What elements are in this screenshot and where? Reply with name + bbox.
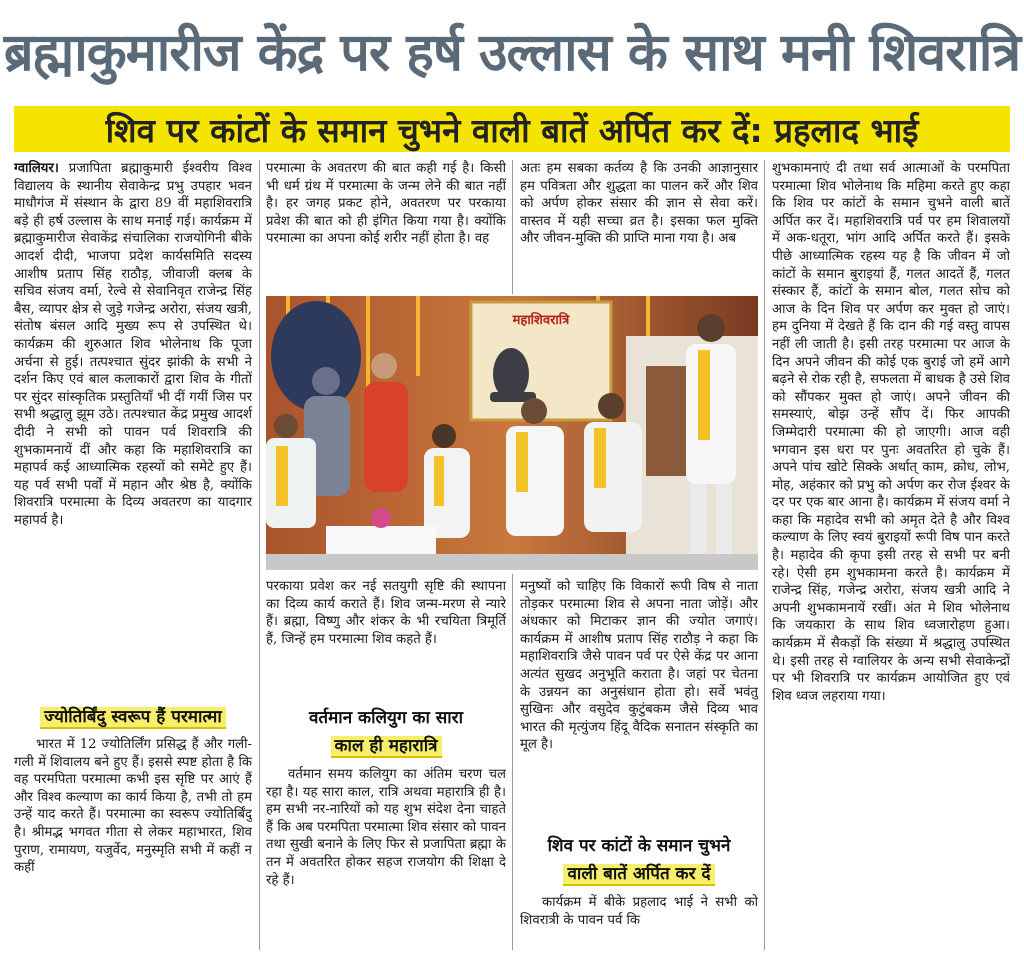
headline: ब्रह्माकुमारीज केंद्र पर हर्ष उल्लास के साथ मनी शिवरात्रि: [3, 22, 1021, 83]
column-4-text: [772, 160, 1010, 950]
event-photo: [266, 296, 758, 570]
column-3-bottom-text-2: [520, 894, 758, 948]
col1-paragraph-2: भारत में 12 ज्योतिर्लिंग प्रसिद्ध हैं और गली-गली में शिवालय बने हुए हैं। इससे स्पष्ट होता है कि वह परमपिता परमात्मा कभी इस सृष्टि पर आएं हैं और विश्व कल्याण का कार्य किया है, तभी तो हम उन्हें याद करते हैं। परमात्मा का स्वरूप ज्योतिर्बिंदु है। श्रीमद्भ भगवत गीता से लेकर महाभारत, शिव पुराण, रामायण, यजुर्वेद, मनुस्मृति सभी में कहीं न कहीं: [14, 737, 252, 876]
col2-top-paragraph: परमात्मा के अवतरण की बात कही गई है। किसी भी धर्म ग्रंथ में परमात्मा के जन्म लेने की बात नहीं है। हर जगह प्रकट होने, अवतरण पर परकाया प्रवेश की बात को ही इंगित किया गया है। क्योंकि परमात्मा का अपना कोई शरीर नहीं होता है। वह: [266, 161, 506, 247]
col3-subheading-line-2: वाली बातें अर्पित कर दें: [563, 864, 714, 886]
column-1-text: [14, 160, 252, 688]
col1-subheading-text: ज्योतिर्बिंदु स्वरूप हैं परमात्मा: [40, 707, 225, 729]
column-3-top-text: [520, 160, 758, 288]
col3-top-paragraph: अतः हम सबका कर्तव्य है कि उनकी आज्ञानुसार हम पवित्रता और शुद्धता का पालन करें और शिव को अर्पण होकर संसार की ज्ञान से सेवा करें। वास्तव में यही सच्चा व्रत है। इसका फल मुक्ति और जीवन-मुक्ति की प्राप्ति माना गया है। अब: [520, 161, 758, 247]
column-rule: [512, 160, 513, 294]
col4-paragraph: शुभकामनाएं दी तथा सर्व आत्माओं के परमपिता परमात्मा शिव भोलेनाथ कि महिमा करते हुए कहा कि शिव पर कांटों के समान चुभने वाली बातें अर्पित कर दें। महाशिवरात्रि पर्व पर हम शिवालयों में अक-धतूरा, भांग आदि अर्पित करते हैं। इसके पीछे आध्यात्मिक रहस्य यह है कि जीवन में जो कांटों के समान बुराइयां हैं, गलत आदतें हैं, गलत संस्कार हैं, कांटों के समान बोल, गलत सोच को आज के दिन शिव पर अर्पण कर मुक्त हो जाएं। हम दुनिया में देखते हैं कि दान की गई वस्तु वापस नहीं ली जाती है। इसी तरह परमात्मा पर आज के दिन अपने जीवन की कोई एक बुराई जो हमें आगे बढ़ने से रोक रही है, सफलता में बाधक है उसे शिव को सौंपकर मुक्त हो जाएं। अपने जीवन की समस्याएं, बोझ उन्हें सौंप दें। फिर आपकी जिम्मेदारी परमात्मा की हो जाएगी। आज वही भगवान इस धरा पर पुनः अवतरित हो चुके हैं। अपने पांच खोटे सिक्के अर्थात् काम, क्रोध, लोभ, मोह, अहंकार को प्रभु को अर्पण कर रोज ईश्वर के दर पर एक बार आना है। कार्यक्रम में संजय वर्मा ने कहा कि महादेव सभी को अमृत देते है और विश्व कल्याण के लिए स्वयं बुराइयों रूपी विष पान करते है। महादेव की कृपा इसी तरह से सभी पर बनी रहे। ऐसी हम शुभकामना करते है। कार्यक्रम में राजेन्द्र सिंह, गजेन्द्र अरोरा, संजय खत्री आदि ने अपनी शुभकामनायें रखीं। अंत मे शिव भोलेनाथ कि जयकारा के साथ शिव ध्वजारोहण हुआ। कार्यक्रम में सैकड़ों कि संख्या में श्रद्धालु उपस्थित थे। इसी तरह से ग्वालियर के अन्य सभी सेवाकेन्द्रों पर भी शिवरात्रि पर कार्यक्रम आयोजित हुए एवं शिव ध्वज लहराया गया।: [772, 161, 1010, 704]
col2-subheading-line-2: काल ही महारात्रि: [331, 736, 442, 758]
column-rule: [259, 160, 260, 950]
dateline: ग्वालियर।: [14, 161, 59, 176]
col2-bottom-paragraph-2: वर्तमान समय कलियुग का अंतिम चरण चल रहा है। यह सारा काल, रात्रि अथवा महारात्रि ही है। हम सभी नर-नारियों को यह शुभ संदेश देना चाहते हैं कि अब परमपिता परमात्मा शिव संसार को पावन तथा सुखी बनाने के लिए फिर से प्रजापिता ब्रह्मा के तन में अवतरित होकर सहज राजयोग की शिक्षा दे रहे हैं।: [266, 767, 506, 888]
column-rule: [512, 574, 513, 950]
col2-bottom-paragraph-1: परकाया प्रवेश कर नई सतयुगी सृष्टि की स्थापना का दिव्य कार्य कराते हैं। शिव जन्म-मरण से न्यारे हैं। ब्रह्मा, विष्णु और शंकर के भी रचयिता त्रिमूर्ति हैं, जिन्हें हम परमात्मा शिव कहते हैं।: [266, 579, 506, 647]
column-2-bottom-text-2: [266, 766, 506, 948]
col3-subheading: [520, 832, 758, 888]
col1-subheading: [14, 704, 252, 727]
col3-subheading-line-1: शिव पर कांटों के समान चुभने: [547, 836, 731, 856]
col3-bottom-paragraph-2: कार्यक्रम में बीके प्रहलाद भाई ने सभी को शिवरात्री के पावन पर्व कि: [520, 895, 758, 928]
column-rule: [764, 160, 765, 950]
col3-bottom-paragraph-1: मनुष्यों को चाहिए कि विकारों रूपी विष से नाता तोड़कर परमात्मा शिव से अपना नाता जोड़ें। और अंधकार को मिटाकर ज्ञान की ज्योत जगाएं। कार्यक्रम में आशीष प्रताप सिंह राठौड़ ने कहा कि महाशिवरात्रि जैसे पावन पर्व पर ऐसे केंद्र पर आना अत्यंत सुखद अनुभूति कराता है। जहां पर चेतना के उन्नयन का अनुसंधान होता हो। सर्वे भवंतु सुखिनः और वसुदेव कुटुंबकम जैसे दिव्य भाव भारत की मृत्युंजय हिंदू वैदिक सनातन संस्कृति का मूल है।: [520, 579, 758, 753]
column-1-text-2: [14, 736, 252, 948]
event-photo-illustration: [266, 296, 758, 570]
banner-text: महाशिवरात्रि: [512, 313, 570, 328]
column-2-bottom-text: [266, 578, 506, 686]
column-2-top-text: [266, 160, 506, 288]
subheadline: शिव पर कांटों के समान चुभने वाली बातें अर्पित कर दें: प्रहलाद भाई: [14, 106, 1010, 152]
col2-subheading: [266, 704, 506, 760]
column-3-bottom-text: [520, 578, 758, 822]
col2-subheading-line-1: वर्तमान कलियुग का सारा: [308, 708, 464, 728]
col1-paragraph-1: प्रजापिता ब्रह्माकुमारी ईश्वरीय विश्व विद्यालय के स्थानीय सेवाकेन्द्र प्रभु उपहार भवन माधौगंज में संस्थान के द्वारा 89 वीं महाशिवरात्रि बड़े ही हर्ष उल्लास के साथ मनाई गई। कार्यक्रम में ब्रह्माकुमारीज सेवाकेंद्र संचालिका राजयोगिनी बीके आदर्श दीदी, भाजपा प्रदेश कार्यसमिति सदस्य आशीष प्रताप सिंह राठौड़, जीवाजी क्लब के सचिव संजय वर्मा, रेल्वे से सेवानिवृत राजेन्द्र सिंह बैस, व्यापर क्षेत्र से जुड़े गजेन्द्र अरोरा, संजय खत्री, संतोष बंसल आदि मुख्य रूप से उपस्थित थे। कार्यक्रम की शुरुआत शिव भोलेनाथ कि पूजा अर्चना से हुई। तत्पश्चात सुंदर झांकी के सभी ने दर्शन किए एवं बाल कलाकारों द्वारा शिव के गीतों पर सुंदर सांस्कृतिक प्रस्तुतियाँ भी दीं गयीं जिस पर सभी श्रद्धालु झूम उठे। तत्पश्चात केंद्र प्रमुख आदर्श दीदी ने सभी को पावन पर्व शिवरात्रि की शुभकामनायें दीं और कहा कि महाशिवरात्रि का महापर्व कई आध्यात्मिक रहस्यों को समेटे हुए हैं। यह पर्व सभी पर्वों में महान और श्रेष्ठ है, क्योंकि शिवरात्रि परमात्मा के दिव्य अवतरण का यादगार महापर्व है।: [14, 161, 252, 528]
